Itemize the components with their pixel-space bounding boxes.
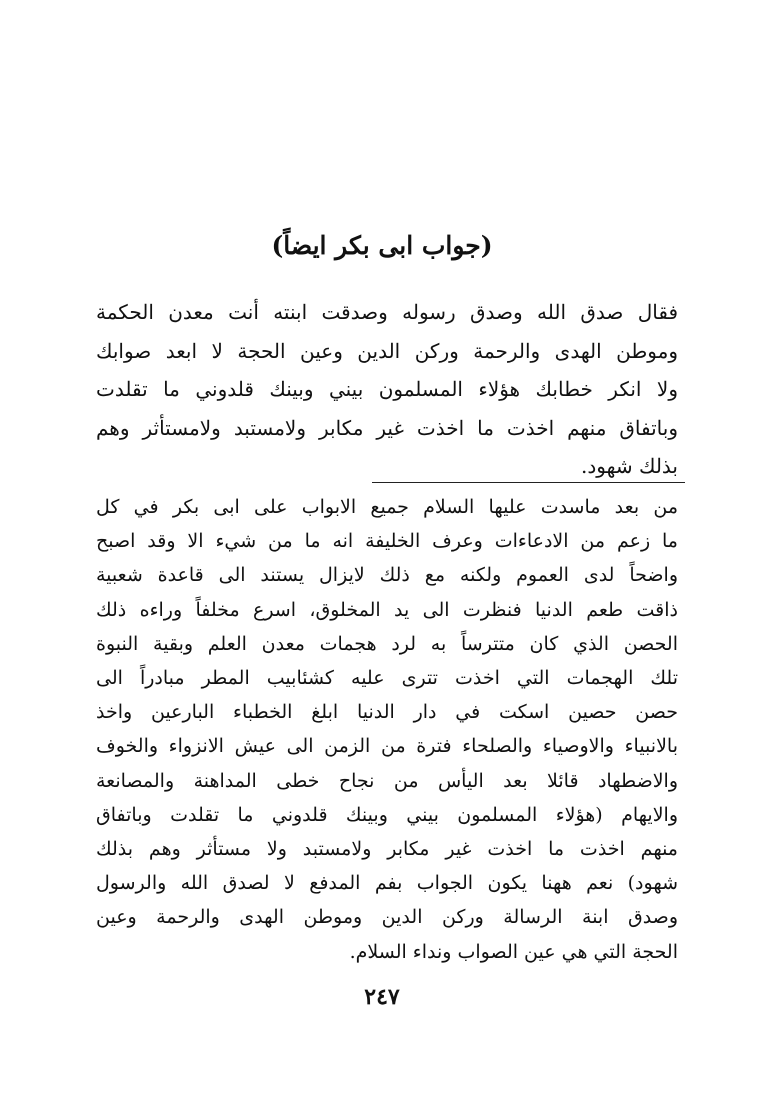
footnote-line: شهود) نعم ههنا يكون الجواب بفم المدفع لا لصدق الله والرسول [96,872,678,895]
footnote-line: ما زعم من الادعاءات وعرف الخليفة انه ما من شيء الا وقد اصبح [96,530,678,553]
footnote-paragraph [96,490,678,969]
main-paragraph [96,293,678,486]
section-title: (جواب ابى بكر ايضاً) [271,231,493,260]
footnote-divider [372,482,685,483]
main-text-line: ولا انكر خطابك هؤلاء المسلمون بيني وبينك قلدوني ما تقلدت [96,377,678,401]
footnote-line: وصدق ابنة الرسالة وركن الدين وموطن الهدى والرحمة وعين [96,906,678,929]
main-text-line: بذلك شهود. [581,454,678,478]
footnote-line: ذاقت طعم الدنيا فنظرت الى يد المخلوق، اسرع مخلفاً وراءه ذلك [96,598,678,621]
footnote-line: منهم اخذت ما اخذت غير مكابر ولامستبد ولا مستأثر وهم بذلك [96,838,678,861]
page-number: ٢٤٧ [364,984,400,1010]
footnote-line: الحجة التي هي عين الصواب ونداء السلام. [349,940,678,963]
main-text-line: فقال صدق الله وصدق رسوله وصدقت ابنته أنت معدن الحكمة [96,300,678,324]
footnote-line: الحصن الذي كان متترساً به لرد هجمات معدن العلم وبقية النبوة [96,632,678,655]
main-text-line: وباتفاق منهم اخذت ما اخذت غير مكابر ولامستبد ولامستأثر وهم [96,415,678,440]
footnote-line: والايهام (هؤلاء المسلمون بيني وبينك قلدوني ما تقلدت وباتفاق [96,803,678,826]
footnote-line: بالانبياء والاوصياء والصلحاء فترة من الزمن الى عيش الانزواء والخوف [96,735,678,758]
main-text-line: وموطن الهدى والرحمة وركن الدين وعين الحجة لا ابعد صوابك [96,338,678,363]
footnote-line: واضحاً لدى العموم ولكنه مع ذلك لايزال يستند الى قاعدة شعبية [96,564,678,587]
footnote-line: والاضطهاد قائلا بعد اليأس من نجاح خطى المداهنة والمصانعة [96,769,678,792]
footnote-line: تلك الهجمات التي اخذت تترى عليه كشئابيب المطر مبادراً الى [96,667,678,690]
footnote-line: من بعد ماسدت عليها السلام جميع الابواب على ابى بكر في كل [96,496,678,518]
footnote-line: حصن حصين اسكت في دار الدنيا ابلغ الخطباء البارعين واخذ [96,701,678,724]
